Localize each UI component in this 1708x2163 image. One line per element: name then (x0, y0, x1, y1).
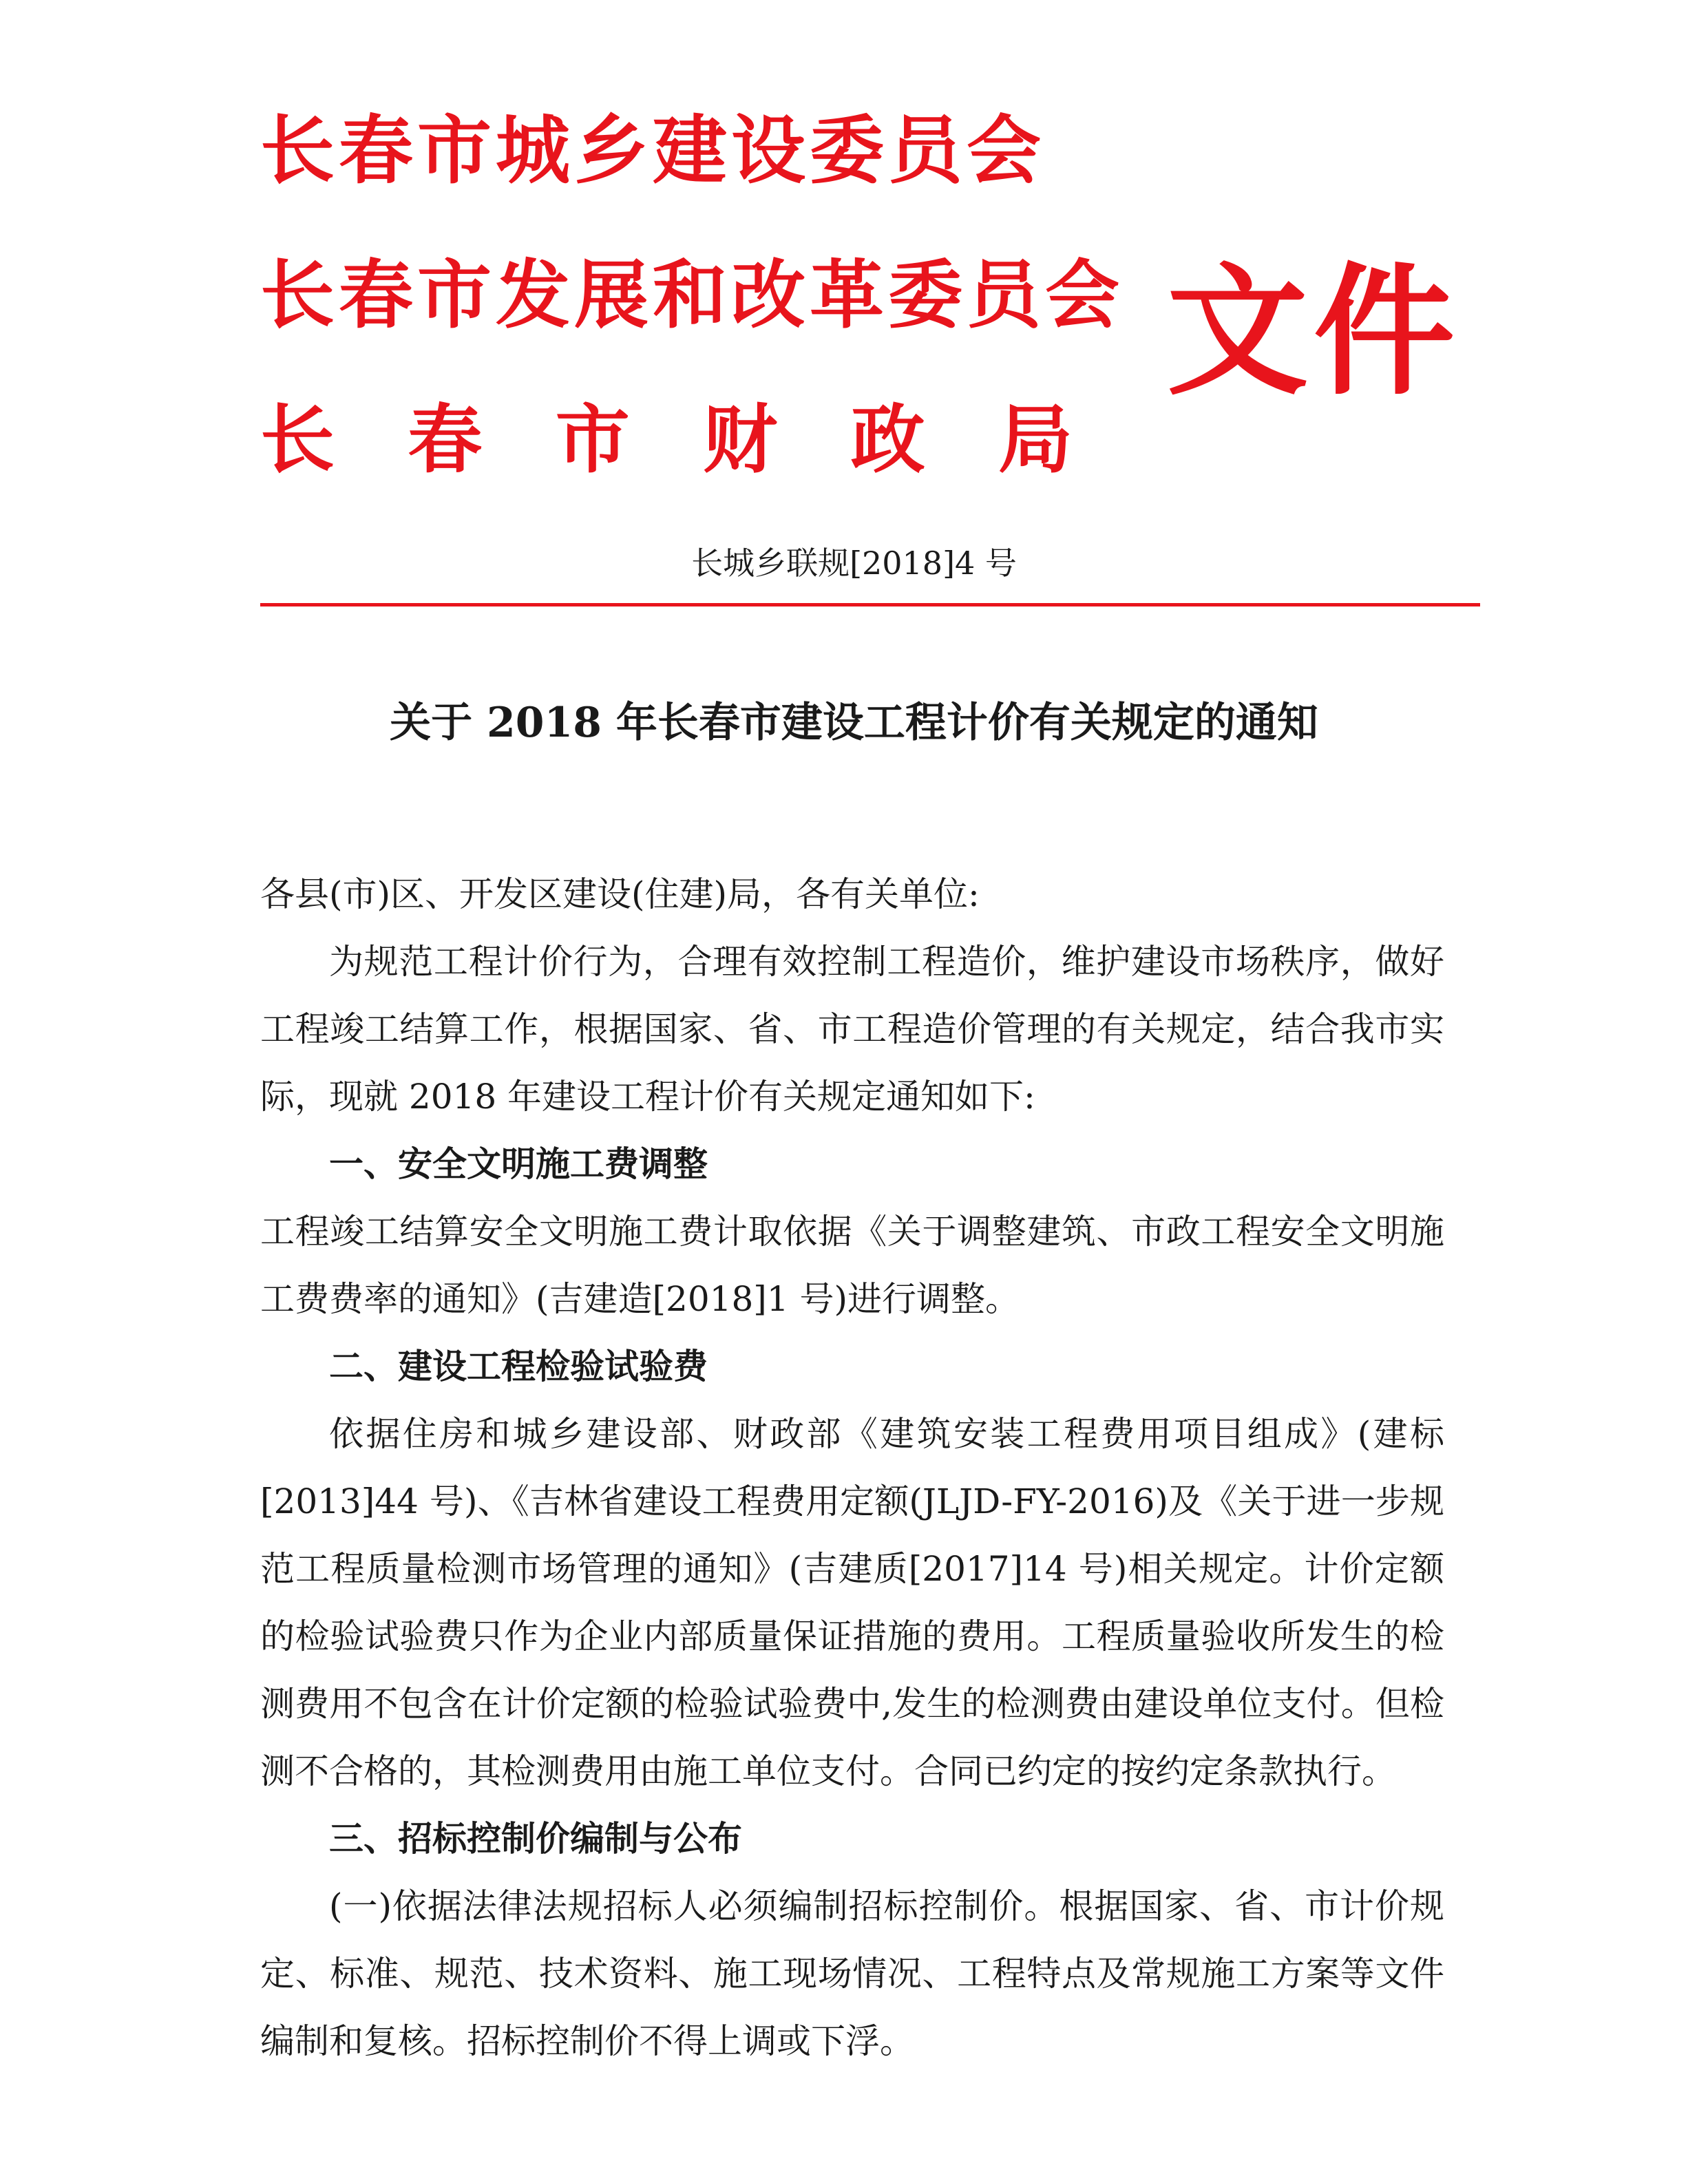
intro-paragraph: 为规范工程计价行为，合理有效控制工程造价，维护建设市场秩序，做好工程竣工结算工作，根据国家、省、市工程造价管理的有关规定，结合我市实际，现就 2018 年建设工程计价有关规定通知如下: (260, 942, 1444, 1117)
section-heading: 三、招标控制价编制与公布 (329, 1819, 742, 1859)
section-paragraph: (一)依据法律法规招标人必须编制招标控制价。根据国家、省、市计价规定、标准、规范、技术资料、施工现场情况、工程特点及常规施工方案等文件编制和复核。招标控制价不得上调或下浮。 (260, 1886, 1444, 2061)
section-paragraph: 工程竣工结算安全文明施工费计取依据《关于调整建筑、市政工程安全文明施工费费率的通知》(吉建造[2018]1 号)进行调整。 (260, 1212, 1444, 1319)
issuer-char: 长 (260, 397, 335, 483)
salutation: 各县(市)区、开发区建设(住建)局，各有关单位: (260, 874, 980, 914)
issuer-development-reform-committee: 长春市发展和改革委员会 (260, 252, 1124, 339)
issuer-finance-bureau (260, 397, 1073, 483)
document-body (260, 861, 1444, 2075)
issuer-char: 市 (555, 397, 630, 483)
issuer-char: 财 (703, 397, 778, 483)
section-heading: 二、建设工程检验试验费 (329, 1347, 708, 1386)
issuer-char: 局 (998, 397, 1073, 483)
issuer-char: 政 (850, 397, 925, 483)
issuing-authorities (260, 107, 1124, 547)
section-paragraph: 依据住房和城乡建设部、财政部《建筑安装工程费用项目组成》(建标[2013]44 号)、《吉林省建设工程费用定额(JLJD-FY-2016)及《关于进一步规范工程质量检测市场管理的通知》(吉建质[2017]14 号)相关规定。计价定额的检验试验费只作为企业内部质量保证措施的费用。工程质量验收所发生的检测费用不包含在计价定额的检验试验费中,发生的检测费由建设单位支付。但检测不合格的，其检测费用由施工单位支付。合同已约定的按约定条款执行。 (260, 1414, 1444, 1791)
issuer-char: 春 (408, 397, 483, 483)
document-number: 长城乡联规[2018]4 号 (691, 545, 1017, 582)
red-divider-line (260, 603, 1480, 606)
issuer-construction-committee: 长春市城乡建设委员会 (260, 107, 1046, 194)
document-type-label: 文件 (1167, 249, 1460, 414)
section-heading: 一、安全文明施工费调整 (329, 1144, 708, 1184)
document-title: 关于 2018 年长春市建设工程计价有关规定的通知 (390, 699, 1318, 747)
